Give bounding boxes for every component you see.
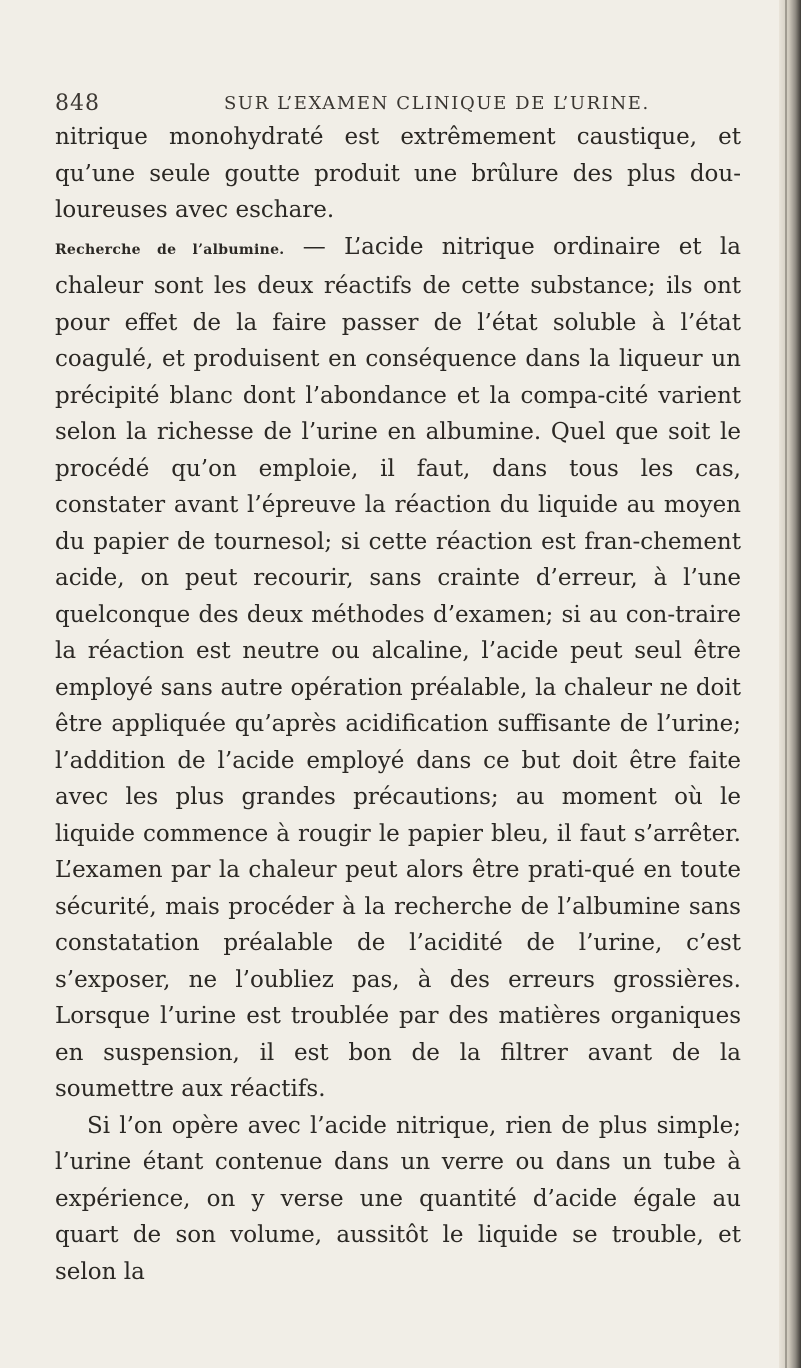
paragraph-continuation [55, 119, 741, 229]
paragraph-text: L’acide nitrique ordinaire et la chaleur sont les deux réactifs de cette substance; ils ont pour effet de la faire passer de l’état soluble à l’état coagulé, et produisent en conséquence dans la liqueur un précipité blanc dont l’abondance et la compa-cité varient selon la richesse de l’urine en albumine. Quel que soit le procédé qu’on emploie, il faut, dans tous les cas, constater avant l’épreuve la réaction du liquide au moyen du papier de tournesol; si cette réaction est fran-chement acide, on peut recourir, sans crainte d’erreur, à l’une quelconque des deux méthodes d’examen; si au con-traire la réaction est neutre ou alcaline, l’acide peut seul être employé sans autre opération préalable, la chaleur ne doit être appliquée qu’après acidification suffisante de l’urine; l’addition de l’acide employé dans ce but doit être faite avec les plus grandes précautions; au moment où le liquide commence à rougir le papier bleu, il faut s’arrêter. L’examen par la chaleur peut alors être prati-qué en toute sécurité, mais procéder à la recherche de l’albumine sans constatation préalable de l’acidité de l’urine, c’est s’exposer, ne l’oubliez pas, à des erreurs grossières. Lorsque l’urine est troublée par des matières organiques en suspension, il est bon de la filtrer avant de la soumettre aux réactifs. [55, 233, 741, 1102]
page-edge-shadow [779, 0, 801, 1368]
section-heading: Recherche de l’albumine. [55, 241, 285, 258]
running-title: SUR L’EXAMEN CLINIQUE DE L’URINE. [224, 93, 650, 114]
paragraph-text: nitrique monohydraté est extrêmement caustique, et qu’une seule goutte produit une brûlure des plus dou-loureuses avec eschare. [55, 124, 741, 223]
heading-separator: — [284, 233, 345, 260]
body-text [55, 119, 741, 1290]
page-number: 848 [55, 91, 100, 116]
paragraph-acide-nitrique [55, 1108, 741, 1291]
paragraph-albumine [55, 229, 741, 1108]
paragraph-text: Si l’on opère avec l’acide nitrique, rien de plus simple; l’urine étant contenue dans un verre ou dans un tube à expérience, on y verse une quantité d’acide égale au quart de son volume, aussitôt le liquide se trouble, et selon la [55, 1112, 741, 1285]
page-header [55, 91, 755, 121]
